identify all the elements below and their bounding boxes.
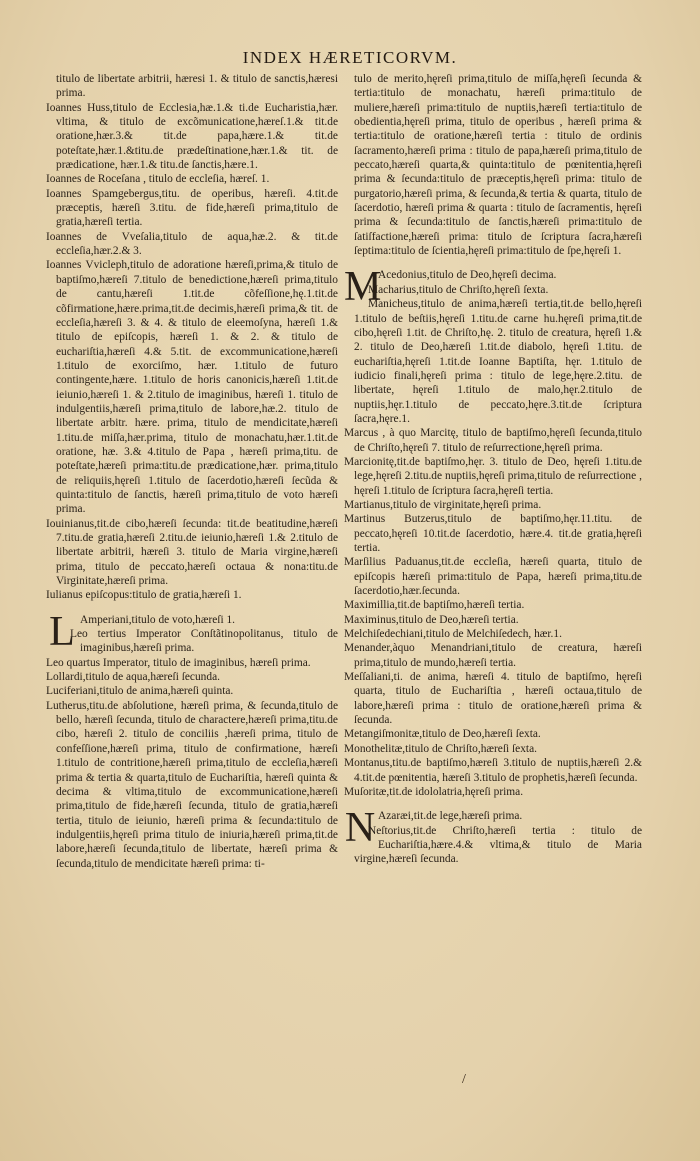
index-entry: Ioannes de Vveſalia,titulo de aqua,hæ.2. & tit.de eccleſia,hær.2.& 3. xyxy=(46,230,338,258)
section-l-entries xyxy=(46,608,338,871)
index-entry: Menander,àquo Menandriani,titulo de creatura, hæreſi prima,titulo de mundo,hæreſi tertia. xyxy=(344,642,642,669)
index-entry: titulo de libertate arbitrii, hæresi 1. & titulo de sanctis,hæresi prima. xyxy=(56,73,338,100)
section-m-entries xyxy=(344,264,642,799)
index-entry: Muſoritæ,tit.de idololatria,hęreſi prima. xyxy=(344,785,524,798)
index-entry: Leo tertius Imperator Conſtãtinopolitanus, titulo de imaginibus,hæreſi prima. xyxy=(70,628,338,655)
index-entry: Maximinus,titulo de Deo,hæreſi tertia. xyxy=(344,613,519,626)
index-entry: Martianus,titulo de virginitate,hęreſi prima. xyxy=(344,498,542,511)
index-entry: Ioannes Spamgebergus,titu. de operibus, hæreſi. 4.tit.de præceptis, hæreſi 3.titu. de fide,hæreſi prima,titulo de gratia,hæreſi tertia. xyxy=(46,187,338,229)
dropcap-l: L xyxy=(49,608,75,655)
index-entry: Manicheus,titulo de anima,hæreſi tertia,tit.de bello,hęreſi 1.titulo de beſtiis,hęreſi 1.titu.de carne hu.hęreſi prima,tit.de cibo,hęreſi 1.tit. de Chriſto,hę. 2. titulo de creatura, hęreſi 1.& 2. titulo de Deo,hæreſi 1.tit.de diabolo, hęreſi 1.titu. de euchariſtia,hęreſi 1.tit.de Ioanne Baptiſta, hęr. 1.titulo de iudicio finali,hęreſi prima : titulo de lege,hęre.2.titu. de libertate, hęreſi 1.titulo de malo,hęr.2.titulo de nuptiis,hęr.1.titulo de peccato,hęre.3.tit.de ſcriptura ſacra,hęre.1. xyxy=(354,298,642,425)
index-entry: Melchiſedechiani,titulo de Melchiſedech, hær.1. xyxy=(344,628,562,641)
index-entry: Martinus Butzerus,titulo de baptiſmo,hęr.11.titu. de peccato,hęreſi 10.tit.de ſacerdotio, hære.4. tit.de gratia,hęreſi tertia. xyxy=(344,513,642,554)
index-entry: Maximillia,tit.de baptiſmo,hæreſi tertia. xyxy=(344,599,525,612)
index-entry: Marcionitę,tit.de baptiſmo,hęr. 3. titulo de Deo, hęreſi 1.titu.de lege,hęreſi 2.titu.de nuptiis,hęreſi prima,titulo de reſurrectione , hęreſi 1.titulo de ſcriptura ſacra,hęreſi tertia. xyxy=(344,455,642,497)
index-entry: Marcus , à quo Marcitę, titulo de baptiſmo,hęreſi ſecunda,titulo de Chriſto,hęreſi 7. titulo de reſurrectione,hęreſi prima. xyxy=(344,427,642,454)
index-entry: Marſilius Paduanus,tit.de eccleſia, hæreſi quarta, titulo de epiſcopis hæreſi prima:titulo de Papa, hæreſi prima,titu.de ſacerdotio,hær.ſecunda. xyxy=(344,556,642,598)
index-entry: Monothelitæ,titulo de Chriſto,hæreſi ſexta. xyxy=(344,742,537,755)
index-entry: Metangiſmonitæ,titulo de Deo,hæreſi ſexta. xyxy=(344,728,541,741)
index-entry: Meſſaliani,ti. de anima, hæreſi 4. titulo de baptiſmo, hęreſi quarta, titulo de Euchariſtia , hæreſi octaua,titulo de labore,hæreſi prima : titulo de oratione,hæreſi prima & ſecunda. xyxy=(344,671,642,727)
footer-mark: / xyxy=(462,1072,466,1087)
index-entry: tulo de merito,hęreſi prima,titulo de miſſa,hęreſi ſecunda & tertia:titulo de monachatu, hæreſi prima:titulo de muliere,hæreſi prima:titulo de nuptiis,hæreſi tertia:titulo de obedientia,hęreſi prima, titulo de operibus , hæreſi prima & tertia:titulo de oratione,hæreſi tertia : titulo de ordinis ſacramento,hæreſi prima : titulo de papa,hæreſi prima,titulo de peccato,hæreſi quarta,& quinta:titulo de pœnitentia,hęreſi prima & ſecunda:titulo de præceptis,hęreſi prima: titulo de purgatorio,hæreſi prima, & ſecunda,& tertia & quarta, titulo de ſacerdotio, hæreſi prima & quarta : titulo de ſacramentis, hęreſi prima & ſecunda:titulo de ſanctis,hæreſi prima:titulo de ſatiſfactione,hæreſi prima: titulo de ſcriptura ſacra,hæreſi ſeptima:titulo de ſcientia,hęreſi prima:titulo de ſpe,hęreſi 1. xyxy=(354,73,642,258)
left-top-entries xyxy=(46,72,338,603)
index-entry: Lollardi,titulo de aqua,hæreſi ſecunda. xyxy=(46,671,220,684)
section-n-entries xyxy=(344,805,642,866)
page-header: INDEX HÆRETICORVM. xyxy=(242,48,458,67)
index-entry: Montanus,titu.de baptiſmo,hæreſi 3.titulo de nuptiis,hæreſi 2.& 4.tit.de pœnitentia, hæreſi 3.titulo de prophetis,hæreſi ſecunda. xyxy=(344,757,642,784)
index-entry: Ioannes de Roceſana , titulo de eccleſia, hæreſ. 1. xyxy=(46,173,270,186)
index-entry: Macharius,titulo de Chriſto,hęreſi ſexta. xyxy=(368,283,549,296)
index-entry: Ioannes Huss,titulo de Ecclesia,hæ.1.& ti.de Eucharistia,hær. vltima, & titulo de excõmunicatione,hæreſ.1.& tit.de oratione,hær.3.& tit.de papa,hære.1.& tit.de poteſtate,hær.1.&titu.de prædeſtinatione,hær.1.& tit. de prædicatione, hær.1.& titu.de ſanctis,hære.1. xyxy=(46,101,338,172)
right-column xyxy=(344,72,642,867)
index-entry: Lutherus,titu.de abſolutione, hæreſi prima, & ſecunda,titulo de bello, hæreſi ſecunda, titulo de charactere,hæreſi prima,titu.de cibo, hæreſi 2. titulo de conciliis ,hæreſi prima, titulo de confeſſione,hæreſi prima, titulo de confirmatione, hæreſi 1.titulo de contritione,hæreſi prima,titulo de eccleſia,hæreſi prima & tertia & quarta,titulo de Euchariſtia, hæreſi quinta & decima & vltima,titulo de excommunicatione,hæreſi prima,titulo de fide,hæreſi ſecunda, titulo de gratia,hæreſi tertia, titulo de ieiunio, hæreſi prima & ſecunda:titulo de indulgentiis,hęreſi prima titulo de iniuria,hæreſi prima,tit.de labore,hæreſi ſecunda,titulo de libertate, hæreſi prima & ſecunda,titulo de mendicitate hæreſi prima: ti- xyxy=(46,699,338,870)
index-entry: Iouinianus,tit.de cibo,hæreſi ſecunda: tit.de beatitudine,hæreſi 7.titu.de gratia,hæreſi 2.titu.de ieiunio,hæreſi 1.& 2.titulo de libertate arbitrii, hæreſi 3. titulo de Maria virgine,hæreſi prima, titulo de peccato,hæreſi octaua & nona:titu.de Virginitate,hæreſi prima. xyxy=(46,517,338,588)
index-entry: Amperiani,titulo de voto,hæreſi 1. xyxy=(80,613,236,626)
index-entry: Neſtorius,tit.de Chriſto,hæreſi tertia : titulo de Euchariſtia,hære.4.& vltima,& titulo de Maria virgine,hæreſi ſecunda. xyxy=(354,824,642,866)
left-column xyxy=(46,72,338,871)
index-entry: Azaræi,tit.de lege,hæreſi prima. xyxy=(378,810,523,823)
index-entry: Leo quartus Imperator, titulo de imaginibus, hæreſi prima. xyxy=(46,656,311,669)
index-entry: Luciferiani,titulo de anima,hæreſi quinta. xyxy=(46,685,234,698)
index-entry: Ioannes Vvicleph,titulo de adoratione hæreſi,prima,& titulo de baptiſmo,hæreſi 7.titulo de benedictione,hæreſi prima,titulo de cantu,hæreſi 1.tit.de cõfeſſione,hę.1.tit.de cõfirmatione,hære.prima,tit.de decimis,hæreſi prima,& tit. de eccleſia,hæreſi 3. & 4. & titulo de eleemoſyna, hæreſi 1.& titulo de epiſcopis, hæreſi 1. & 2. & titulo de euchariſtia,hæreſi 4.& 5.tit. de excommunicatione,hæreſi 1.titulo de exorciſmo, hær. 1.titulo de futuro contingente,hære. 1.titulo de horis canonicis,hæreſi 1.tit.de ieiunio,hæreſi 1. & 2.titulo de imaginibus, hæreſi 1. titulo de indulgentiis,hæreſi prima,titulo de labore,hæ.2. titulo de libertate arbitr. hære. prima, titulo de mendicitate,hæreſi 1.titu.de miſſa,hær.prima, titulo de monachatu,hær.1.tit.de oratione, hæ. 3.& 4.titulo de Papa , hæreſi prima,titu. de poteſtate,hæreſi prima:titu.de prædicatione,hær. prima,titulo de reliquiis,hęreſi 1.titulo de ſacerdotio,hæreſi ſecũda & quinta:titulo de ſanctis, hæreſi prima,titulo de voto hæreſi prima. xyxy=(46,259,338,516)
section-m xyxy=(344,264,642,799)
index-entry: Acedonius,titulo de Deo,hęreſi decima. xyxy=(378,269,557,282)
dropcap-n: N xyxy=(344,805,376,852)
index-entry: Iulianus epiſcopus:titulo de gratia,hæreſi 1. xyxy=(46,589,242,602)
dropcap-m: M xyxy=(344,264,382,311)
section-l xyxy=(46,608,338,871)
right-top-entries xyxy=(344,72,642,258)
section-n xyxy=(344,805,642,866)
